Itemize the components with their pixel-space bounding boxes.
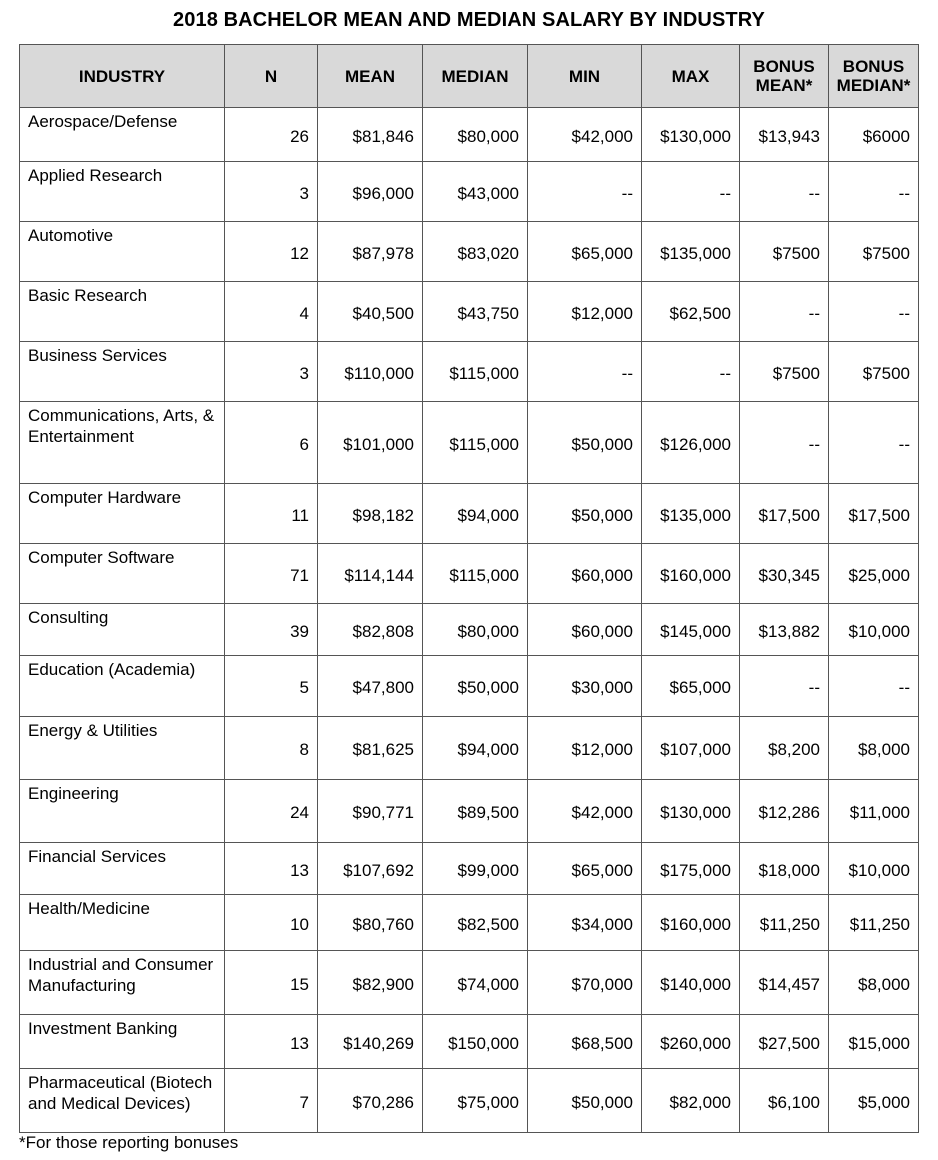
cell-n: 3 [225,162,318,222]
cell-n: 24 [225,780,318,843]
cell-bonus-median: $10,000 [829,843,919,895]
cell-industry: Consulting [20,604,225,656]
cell-min: $65,000 [528,222,642,282]
cell-n: 5 [225,656,318,717]
cell-median: $43,750 [423,282,528,342]
cell-median: $80,000 [423,604,528,656]
header-bonus-median: BONUS MEDIAN* [829,45,919,108]
cell-bonus-median: -- [829,162,919,222]
cell-bonus-median: $7500 [829,342,919,402]
cell-mean: $82,808 [318,604,423,656]
cell-mean: $96,000 [318,162,423,222]
cell-bonus-mean: $6,100 [740,1069,829,1133]
cell-max: $160,000 [642,544,740,604]
cell-max: -- [642,162,740,222]
cell-industry: Health/Medicine [20,895,225,951]
cell-bonus-median: $11,250 [829,895,919,951]
table-row [20,402,919,484]
table-row [20,843,919,895]
cell-min: $42,000 [528,108,642,162]
cell-bonus-median: $8,000 [829,717,919,780]
cell-bonus-median: $6000 [829,108,919,162]
cell-bonus-mean: -- [740,402,829,484]
cell-mean: $87,978 [318,222,423,282]
cell-median: $43,000 [423,162,528,222]
cell-bonus-median: $17,500 [829,484,919,544]
table-row [20,951,919,1015]
header-min: MIN [528,45,642,108]
header-max: MAX [642,45,740,108]
cell-mean: $81,625 [318,717,423,780]
cell-mean: $80,760 [318,895,423,951]
cell-n: 13 [225,843,318,895]
cell-max: $130,000 [642,780,740,843]
cell-bonus-mean: -- [740,282,829,342]
cell-industry: Financial Services [20,843,225,895]
cell-bonus-median: -- [829,282,919,342]
cell-n: 3 [225,342,318,402]
cell-min: $60,000 [528,544,642,604]
cell-mean: $107,692 [318,843,423,895]
cell-bonus-mean: $7500 [740,222,829,282]
table-body [20,108,919,1133]
cell-median: $99,000 [423,843,528,895]
cell-bonus-mean: $13,882 [740,604,829,656]
table-title: 2018 BACHELOR MEAN AND MEDIAN SALARY BY INDUSTRY [173,9,765,31]
table-row [20,1015,919,1069]
cell-bonus-mean: $7500 [740,342,829,402]
cell-max: $62,500 [642,282,740,342]
cell-industry: Computer Software [20,544,225,604]
cell-max: $82,000 [642,1069,740,1133]
cell-median: $80,000 [423,108,528,162]
cell-bonus-mean: $27,500 [740,1015,829,1069]
table-row [20,656,919,717]
cell-n: 8 [225,717,318,780]
cell-industry: Automotive [20,222,225,282]
cell-industry: Business Services [20,342,225,402]
cell-bonus-median: -- [829,402,919,484]
cell-mean: $110,000 [318,342,423,402]
cell-bonus-mean: -- [740,656,829,717]
table-row [20,1069,919,1133]
cell-n: 7 [225,1069,318,1133]
cell-median: $115,000 [423,402,528,484]
cell-industry: Education (Academia) [20,656,225,717]
cell-industry: Aerospace/Defense [20,108,225,162]
cell-industry: Energy & Utilities [20,717,225,780]
cell-min: $50,000 [528,402,642,484]
cell-min: $30,000 [528,656,642,717]
cell-mean: $47,800 [318,656,423,717]
cell-mean: $40,500 [318,282,423,342]
cell-min: $42,000 [528,780,642,843]
cell-max: $160,000 [642,895,740,951]
cell-n: 11 [225,484,318,544]
salary-table [19,44,919,1133]
cell-n: 10 [225,895,318,951]
footnote: *For those reporting bonuses [19,1133,239,1152]
cell-median: $83,020 [423,222,528,282]
cell-min: $60,000 [528,604,642,656]
cell-max: -- [642,342,740,402]
cell-median: $75,000 [423,1069,528,1133]
cell-max: $107,000 [642,717,740,780]
cell-bonus-median: -- [829,656,919,717]
table-row [20,484,919,544]
cell-n: 6 [225,402,318,484]
cell-min: $70,000 [528,951,642,1015]
cell-bonus-mean: $11,250 [740,895,829,951]
cell-industry: Basic Research [20,282,225,342]
cell-industry: Applied Research [20,162,225,222]
table-row [20,604,919,656]
cell-n: 71 [225,544,318,604]
cell-max: $135,000 [642,484,740,544]
cell-min: $12,000 [528,282,642,342]
cell-industry: Engineering [20,780,225,843]
table-row [20,717,919,780]
table-row [20,342,919,402]
cell-median: $115,000 [423,544,528,604]
table-row [20,222,919,282]
cell-bonus-mean: $13,943 [740,108,829,162]
cell-min: $34,000 [528,895,642,951]
header-n: N [225,45,318,108]
cell-min: -- [528,162,642,222]
table-row [20,162,919,222]
cell-median: $94,000 [423,717,528,780]
cell-n: 4 [225,282,318,342]
cell-median: $82,500 [423,895,528,951]
cell-min: $65,000 [528,843,642,895]
cell-mean: $114,144 [318,544,423,604]
cell-median: $150,000 [423,1015,528,1069]
cell-median: $89,500 [423,780,528,843]
cell-mean: $90,771 [318,780,423,843]
cell-median: $115,000 [423,342,528,402]
cell-mean: $70,286 [318,1069,423,1133]
cell-max: $140,000 [642,951,740,1015]
cell-median: $50,000 [423,656,528,717]
cell-min: $50,000 [528,484,642,544]
cell-bonus-mean: $14,457 [740,951,829,1015]
cell-bonus-mean: $12,286 [740,780,829,843]
cell-bonus-mean: $8,200 [740,717,829,780]
header-median: MEDIAN [423,45,528,108]
header-row [20,45,919,108]
cell-min: -- [528,342,642,402]
cell-n: 15 [225,951,318,1015]
cell-bonus-mean: $17,500 [740,484,829,544]
cell-bonus-median: $8,000 [829,951,919,1015]
cell-median: $74,000 [423,951,528,1015]
cell-industry: Pharmaceutical (Biotech and Medical Devices) [20,1069,225,1133]
cell-bonus-mean: $18,000 [740,843,829,895]
cell-bonus-median: $7500 [829,222,919,282]
cell-bonus-median: $10,000 [829,604,919,656]
cell-n: 26 [225,108,318,162]
cell-industry: Computer Hardware [20,484,225,544]
cell-mean: $98,182 [318,484,423,544]
header-bonus-mean: BONUS MEAN* [740,45,829,108]
cell-industry: Investment Banking [20,1015,225,1069]
table-row [20,895,919,951]
header-industry: INDUSTRY [20,45,225,108]
cell-bonus-median: $15,000 [829,1015,919,1069]
table-row [20,544,919,604]
cell-min: $68,500 [528,1015,642,1069]
cell-n: 13 [225,1015,318,1069]
cell-max: $260,000 [642,1015,740,1069]
table-row [20,282,919,342]
cell-mean: $81,846 [318,108,423,162]
cell-n: 12 [225,222,318,282]
cell-max: $126,000 [642,402,740,484]
cell-bonus-mean: -- [740,162,829,222]
cell-median: $94,000 [423,484,528,544]
cell-industry: Communications, Arts, & Entertainment [20,402,225,484]
cell-min: $12,000 [528,717,642,780]
table-row [20,108,919,162]
cell-bonus-median: $11,000 [829,780,919,843]
cell-mean: $101,000 [318,402,423,484]
cell-mean: $82,900 [318,951,423,1015]
cell-bonus-median: $5,000 [829,1069,919,1133]
cell-max: $135,000 [642,222,740,282]
cell-n: 39 [225,604,318,656]
cell-bonus-median: $25,000 [829,544,919,604]
cell-max: $175,000 [642,843,740,895]
cell-max: $65,000 [642,656,740,717]
header-mean: MEAN [318,45,423,108]
cell-max: $130,000 [642,108,740,162]
table-row [20,780,919,843]
cell-bonus-mean: $30,345 [740,544,829,604]
cell-industry: Industrial and Consumer Manufacturing [20,951,225,1015]
cell-max: $145,000 [642,604,740,656]
cell-min: $50,000 [528,1069,642,1133]
cell-mean: $140,269 [318,1015,423,1069]
